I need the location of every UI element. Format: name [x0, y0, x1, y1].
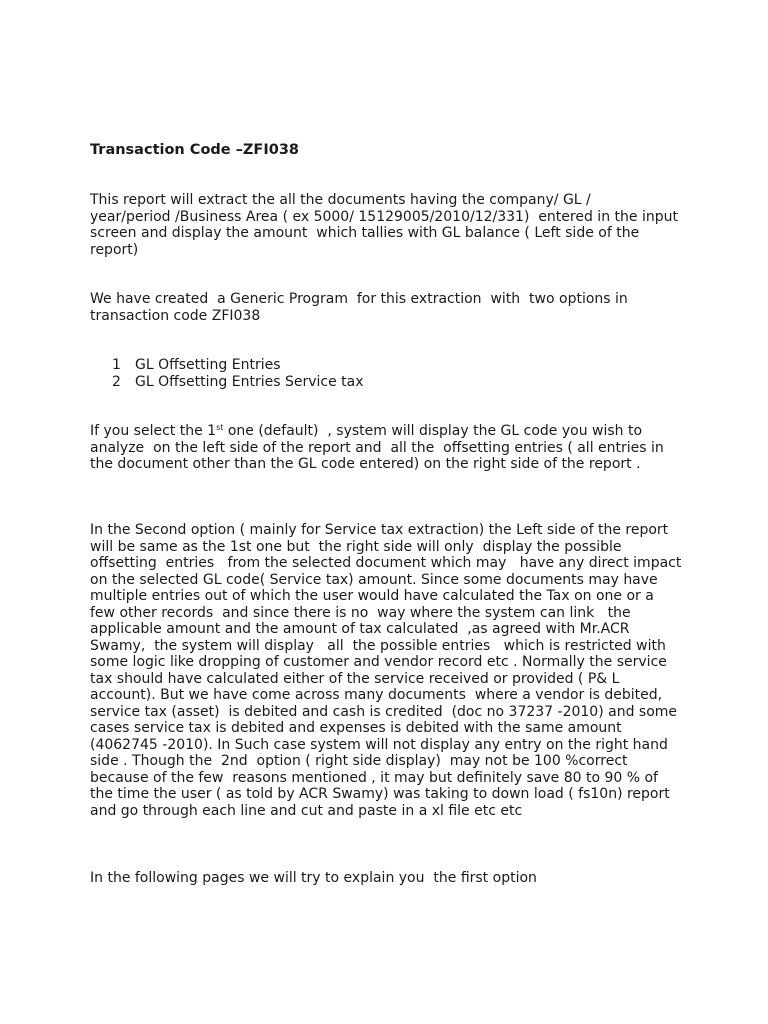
list-item-label: GL Offsetting Entries Service tax	[135, 373, 364, 390]
first-option-text-start: If you select the 1	[90, 423, 217, 439]
list-item	[112, 374, 364, 391]
list-item	[112, 357, 364, 374]
page-title: Transaction Code –ZFI038	[90, 142, 299, 158]
intro-paragraph: This report will extract the all the documents having the company/ GL / year/period /Business Area ( ex 5000/ 15129005/2010/12/331) entered in the input screen and display the amount which tallies with GL balance ( Left side of the report)	[90, 192, 678, 258]
second-option-paragraph: In the Second option ( mainly for Service tax extraction) the Left side of the report will be same as the 1st one but the right side will only display the possible offsetting entries from the selected document which may have any direct impact on the selected GL code( Service tax) amount. Since some documents may have multiple entries out of which the user would have calculated the Tax on one or a few other records and since there is no way where the system can link the applicable amount and the amount of tax calculated ,as agreed with Mr.ACR Swamy, the system will display all the possible entries which is restricted with some logic like dropping of customer and vendor record etc . Normally the service tax should have calculated either of the service received or provided ( P& L account). But we have come across many documents where a vendor is debited, service tax (asset) is debited and cash is credited (doc no 37237 -2010) and some cases service tax is debited and expenses is debited with the same amount (4062745 -2010). In Such case system will not display any entry on the right hand side . Though the 2nd option ( right side display) may not be 100 %correct because of the few reasons mentioned , it may but definitely save 80 to 90 % of the time the user ( as told by ACR Swamy) was taking to down load ( fs10n) report and go through each line and cut and paste in a xl file etc etc	[90, 522, 682, 819]
first-option-paragraph	[90, 423, 690, 473]
generic-program-paragraph: We have created a Generic Program for this extraction with two options in transaction code ZFI038	[90, 291, 628, 324]
first-option-text-rest: one (default) , system will display the GL code you wish to analyze on the left side of the report and all the offsetting entries ( all entries in the document other than the GL code entered) on the right side of the report .	[90, 423, 664, 472]
ordinal-suffix: st	[216, 423, 224, 432]
list-item-number: 2	[112, 373, 121, 390]
list-item-number: 1	[112, 357, 121, 373]
closing-paragraph: In the following pages we will try to explain you the first option	[90, 870, 537, 886]
options-list	[112, 357, 364, 390]
list-item-label: GL Offsetting Entries	[135, 357, 281, 373]
